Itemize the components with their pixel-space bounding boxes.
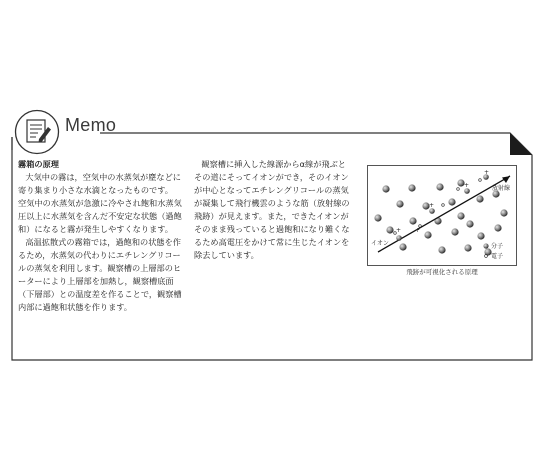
svg-text:+: +	[396, 227, 402, 234]
memo-pencil-icon	[14, 109, 60, 155]
paragraph-3: 高温拡散式の霧箱では，過飽和の状態を作るため，水蒸気の代わりにエチレングリコールの蒸気を利用します。観察槽の上層部のヒーターにより上層部を加熱し，観察槽底面（下層部）との温度差を作ることで，観察槽内部に過飽和状態を作ります。	[18, 237, 182, 312]
memo-title: Memo	[65, 115, 117, 135]
radiation-label: 放射線	[492, 185, 511, 192]
svg-text:+: +	[429, 202, 435, 209]
left-column	[18, 158, 182, 314]
paragraph-4: 観察槽に挿入した線源からα線が飛ぶとその道にそってイオンができ，そのイオンが中心となってエチレングリコールの蒸気が凝集して飛行機雲のような筋（放射線の飛跡）が見えます。また，できたイオンがそのまま残っていると過飽和になり難くなるため高電圧をかけて常に生じたイオンを除去しています。	[194, 159, 350, 260]
svg-text:+: +	[464, 182, 470, 189]
paragraph-2: 空気中の水蒸気が急激に冷やされ飽和水蒸気圧以上に水蒸気を含んだ不安定な状態（過飽和）になると霧が発生しやすくなります。	[18, 198, 182, 234]
cloud-chamber-figure	[367, 165, 517, 266]
svg-text:+: +	[415, 227, 421, 234]
svg-text:+: +	[484, 169, 490, 176]
ion-markers	[394, 169, 489, 241]
legend-electron: 電子	[491, 253, 504, 260]
ion-label: イオン	[371, 240, 389, 247]
figure-caption: 飛跡が可視化される原理	[406, 268, 478, 276]
paragraph-1: 大気中の霧は，空気中の水蒸気が塵などに寄り集まり小さな水滴となったものです。	[18, 172, 181, 195]
legend-molecule: 分子	[491, 243, 504, 250]
section-heading: 霧箱の原理	[18, 159, 59, 169]
middle-column	[194, 158, 354, 262]
